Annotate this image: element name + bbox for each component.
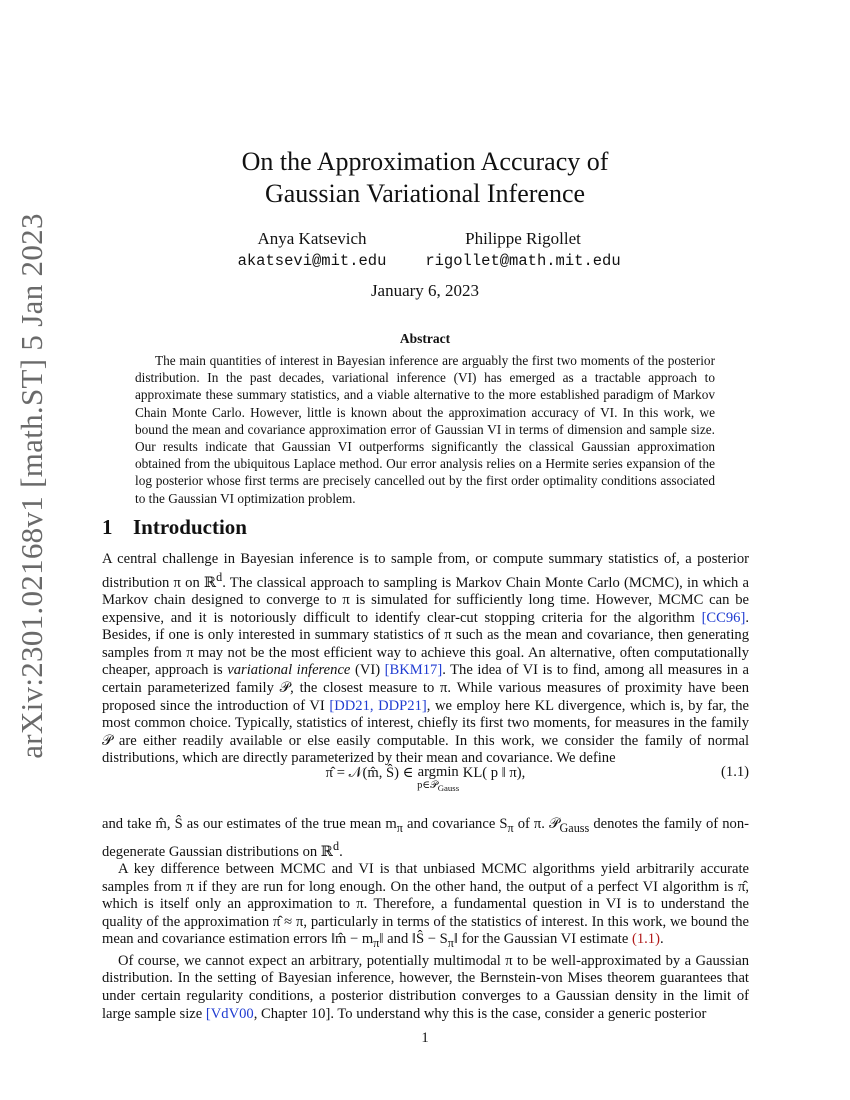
intro-paragraph-3	[102, 861, 749, 953]
text-run: ‖ for the Gaussian VI estimate	[453, 931, 632, 948]
paper-title	[0, 146, 850, 210]
subscript: Gauss	[559, 820, 590, 835]
argmin-subscript	[417, 780, 459, 794]
text-run: and covariance S	[402, 816, 508, 832]
subscript: π	[507, 820, 514, 835]
argmin-operator	[417, 764, 459, 794]
citation-link[interactable]: [BKM17]	[384, 662, 443, 679]
title-line-1: On the Approximation Accuracy of	[241, 147, 609, 176]
intro-paragraph-1	[102, 551, 749, 768]
text-run: , we employ here KL divergence, which is, by far, the most common choice. Typically, statistics of interest, chiefly its first two moments, for measures in the family 𝒫 are either readily available or else easily computable. In this work, we consider the family of normal distributions, which are directly parameterized by their mean and covariance. We define	[102, 697, 749, 767]
abstract-heading: Abstract	[399, 331, 451, 346]
text-run: ‖ and ‖Ŝ − S	[379, 931, 448, 948]
subscript: π	[373, 936, 380, 951]
text-run: and take m̂, Ŝ as our estimates of the true mean m	[102, 816, 397, 832]
citation-link[interactable]: [DD21, DDP21]	[329, 697, 427, 714]
page-number: 1	[421, 1030, 429, 1046]
author-block-2	[418, 228, 628, 272]
text-run: , Chapter 10]	[253, 1005, 331, 1022]
citation-link[interactable]: [CC96]	[701, 609, 746, 626]
section-number: 1	[102, 515, 113, 539]
text-run: . To understand why this is the case, consider a generic posterior	[330, 1005, 707, 1022]
author-email: akatsevi@mit.edu	[237, 252, 387, 270]
author-name: Anya Katsevich	[257, 229, 367, 248]
text-run: .	[339, 843, 343, 860]
subscript: π	[396, 820, 403, 835]
author-email: rigollet@math.mit.edu	[425, 252, 621, 270]
author-name: Philippe Rigollet	[465, 229, 581, 248]
equation-number: (1.1)	[721, 764, 749, 780]
equation-lhs: π̂ = 𝒩(m̂, Ŝ) ∈	[325, 765, 418, 781]
text-run: (VI)	[350, 662, 385, 679]
emphasis-text: variational inference	[227, 662, 351, 679]
text-run: A key difference between MCMC and VI is that unbiased MCMC algorithms yield arbitrarily accurate samples from π if they are run for long enough. On the other hand, the output of a perfect VI algorithm is π̂, which is itself only an approximation to π. Therefore, a fundamental question in VI is to understand the quality of the approximation π̂ ≈ π, particularly in terms of the statistics of interest. In this work, we bound the mean and covariance estimation errors ‖m̂ − m	[102, 860, 749, 948]
equation-rhs: KL( p ‖ π),	[459, 765, 526, 781]
section-heading	[102, 515, 247, 540]
text-run: of π. 𝒫	[513, 816, 560, 832]
subscript: π	[447, 936, 454, 951]
equation-reference-link[interactable]: (1.1)	[632, 931, 660, 948]
abstract-text: The main quantities of interest in Bayesian inference are arguably the first two moments of the posterior distribution. In the past decades, variational inference (VI) has emerged as a tractable approach to approximate these summary statistics, and a viable alternative to the more established paradigm of Markov Chain Monte Carlo. However, little is known about the approximation accuracy of VI. In this work, we bound the mean and covariance approximation error of Gaussian VI in terms of dimension and sample size. Our results indicate that Gaussian VI outperforms significantly the classical Gaussian approximation obtained from the ubiquitous Laplace method. Our error analysis relies on a Hermite series expansion of the log posterior whose first terms are precisely cancelled out by the first order optimality conditions associated to the Gaussian VI optimization problem.	[135, 353, 715, 506]
citation-link[interactable]: [VdV00	[205, 1005, 254, 1022]
arxiv-identifier: arXiv:2301.02168v1 [math.ST] 5 Jan 2023	[14, 213, 49, 759]
section-title: Introduction	[133, 515, 247, 539]
paper-date: January 6, 2023	[370, 281, 480, 300]
argmin-label: argmin	[417, 764, 459, 780]
text-run: denotes the family of non-degenerate Gaussian distributions on ℝ	[102, 816, 749, 860]
intro-body-continued	[102, 816, 749, 1023]
text-run: A central challenge in Bayesian inference is to sample from, or compute summary statistics of, a posterior distribution π on ℝ	[102, 551, 749, 591]
arxiv-sidebar-stamp	[4, 213, 60, 759]
equation-1-1	[102, 764, 749, 798]
superscript: d	[216, 569, 223, 584]
text-run: . The idea of VI is to find, among all measures in a certain parameterized family 𝒫, the closest measure to π. While various measures of proximity have been proposed since the introduction of VI	[102, 662, 749, 714]
text-run: p∈𝒫	[417, 780, 438, 791]
title-line-2: Gaussian Variational Inference	[264, 179, 586, 208]
intro-paragraph-4	[102, 953, 749, 1023]
intro-paragraph-2	[102, 816, 749, 861]
text-run: .	[659, 931, 664, 948]
text-run: Of course, we cannot expect an arbitrary, potentially multimodal π to be well-approximated by a Gaussian distribution. In the setting of Bayesian inference, however, the Bernstein-von Mises theorem guarantees that under certain regularity conditions, a posterior distribution converges to a Gaussian density in the limit of large sample size	[102, 952, 749, 1022]
author-block-1	[226, 228, 398, 272]
text-run: . Besides, if one is only interested in summary statistics of π such as the mean and covariance, then generating samples from π may not be the most efficient way to achieve this goal. An alternative, often computationally cheaper, approach is	[102, 609, 749, 679]
text-run: . The classical approach to sampling is Markov Chain Monte Carlo (MCMC), in which a Markov chain designed to converge to π is simulated for sufficiently long time. However, MCMC can be expensive, and it is notoriously difficult to identify clear-cut stopping criteria for the algorithm	[102, 574, 749, 626]
superscript: d	[333, 838, 340, 853]
subscript: Gauss	[437, 783, 460, 794]
